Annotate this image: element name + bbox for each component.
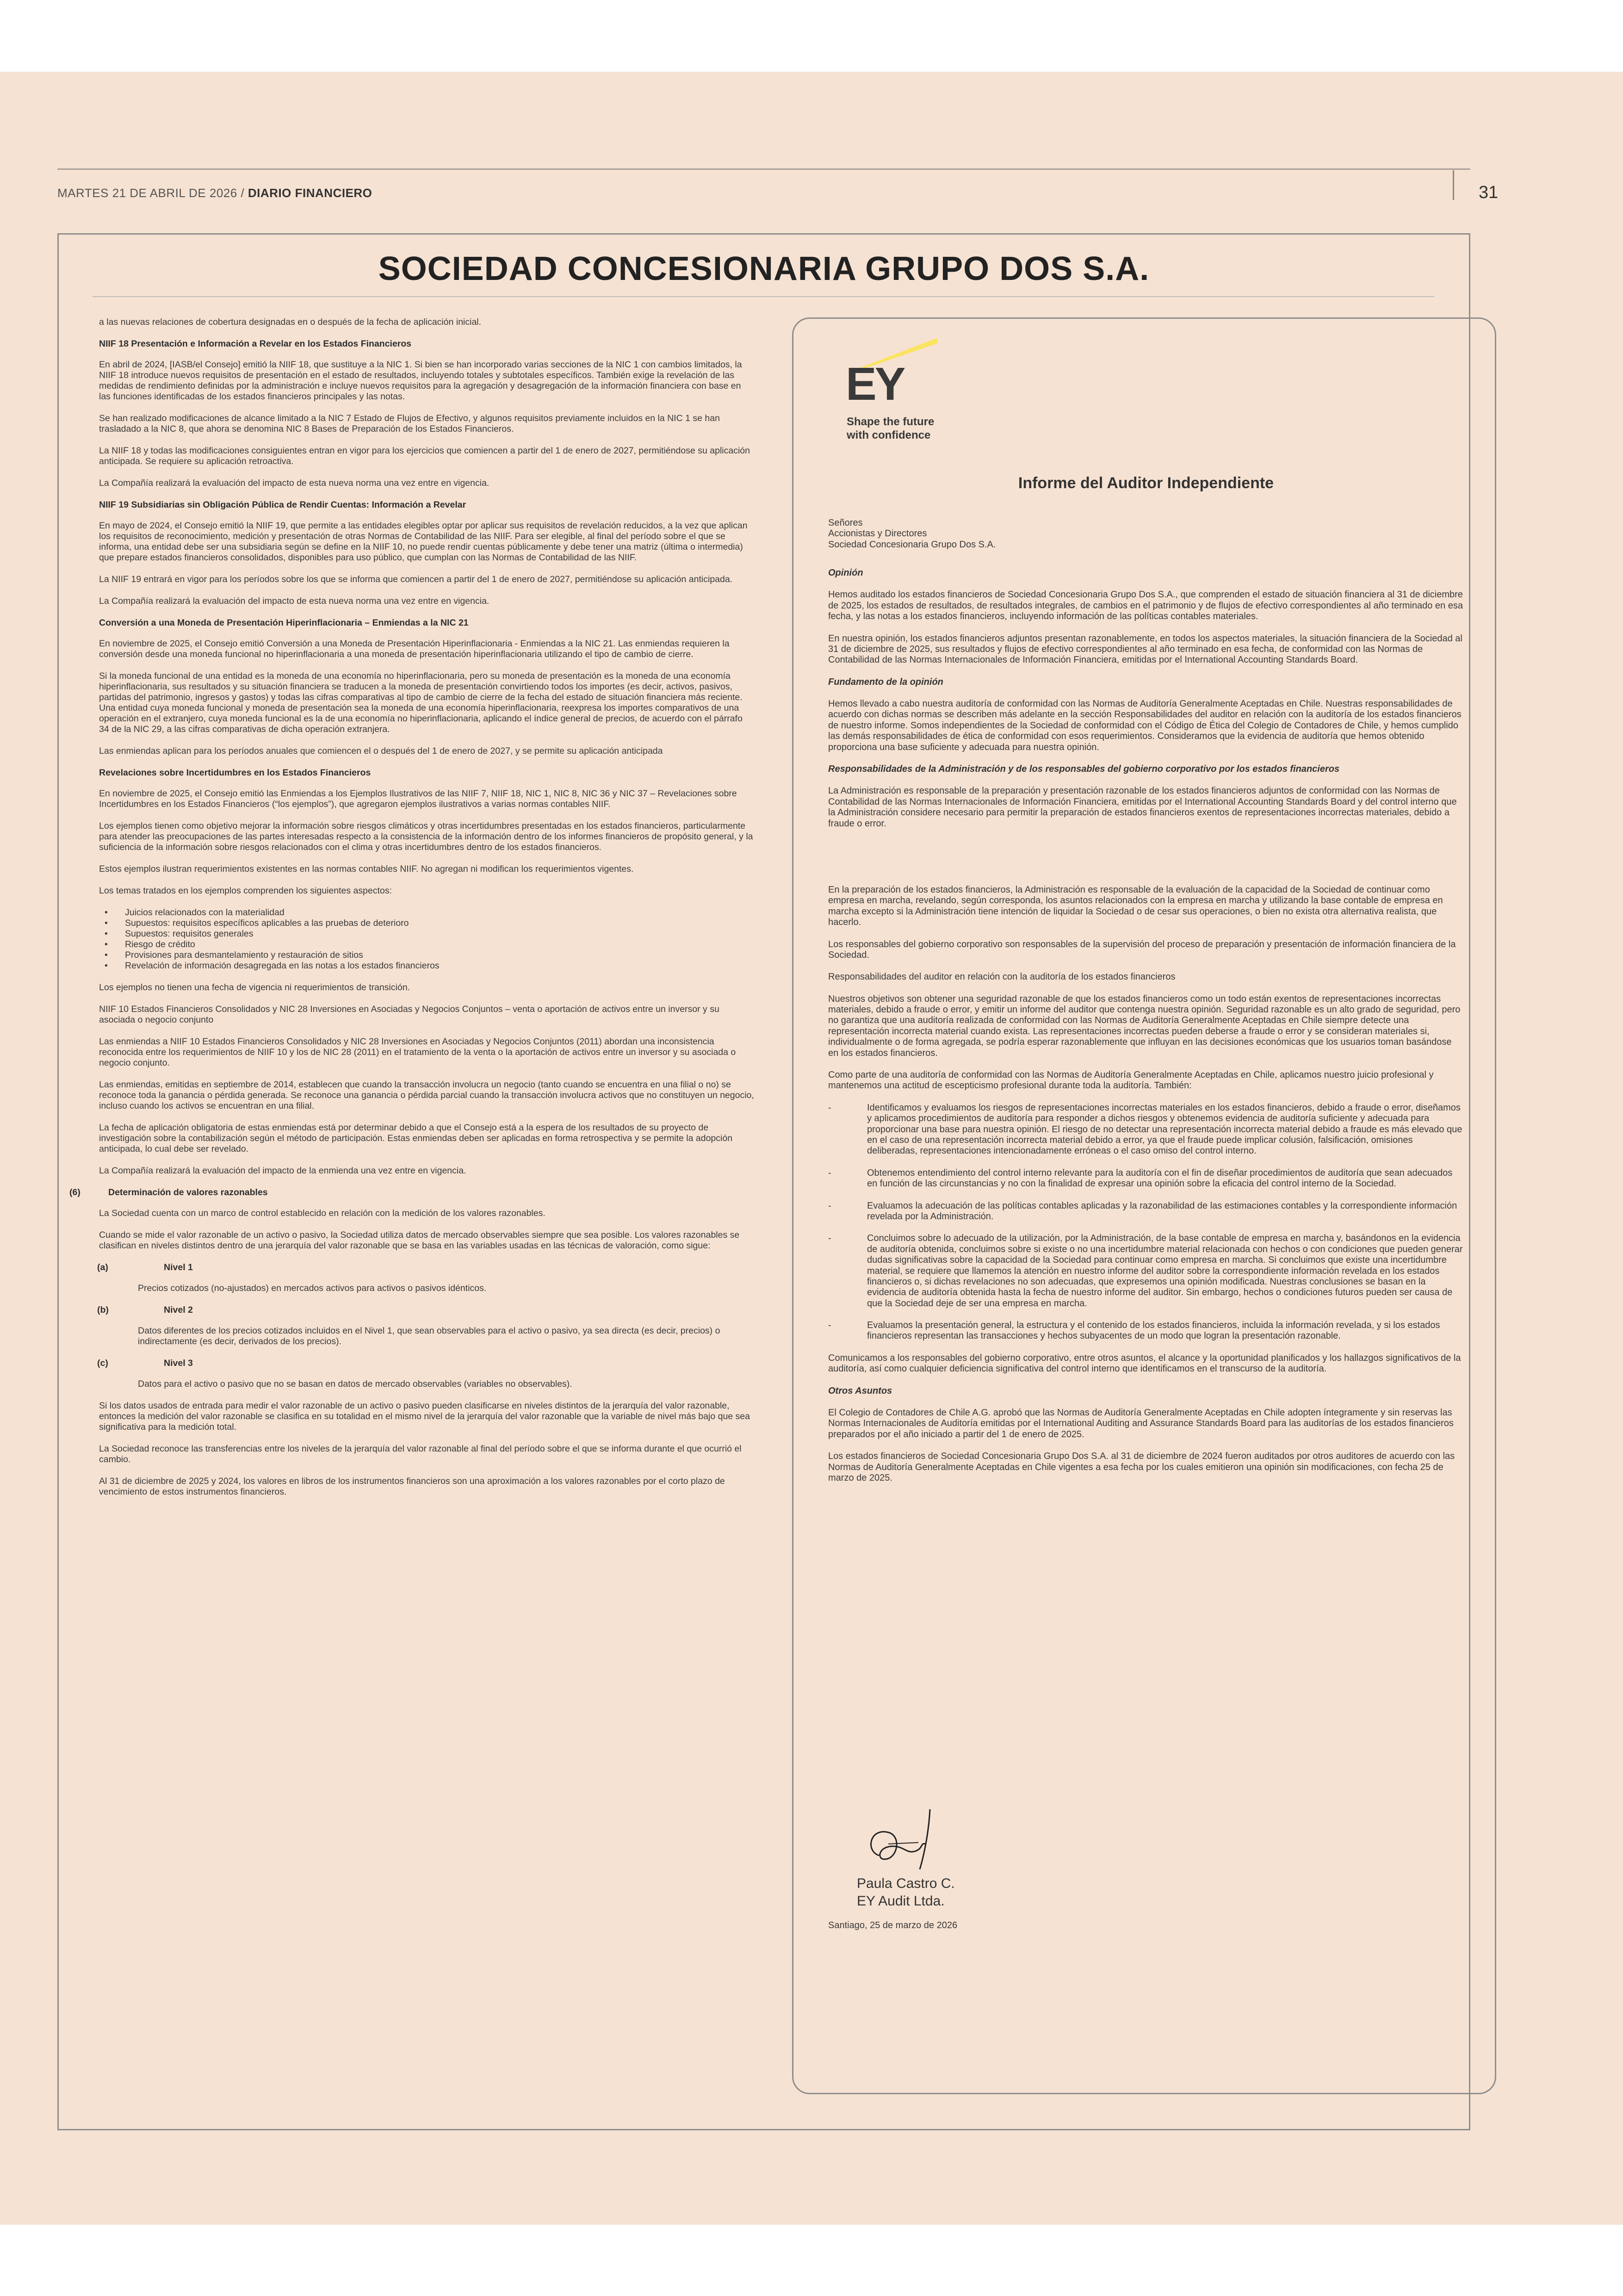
list-item [828, 1168, 1464, 1190]
list-dash: - [828, 1233, 831, 1244]
paragraph: Los estados financieros de Sociedad Concesionaria Grupo Dos S.A. al 31 de diciembre de 2024 fueron auditados por otros auditores de acuerdo con las Normas de Auditoría Generalmente Aceptadas en Chile vigentes a esa fecha por los cuales emitieron una opinión sin modificaciones, con fecha 25 de marzo de 2025. [828, 1451, 1455, 1483]
paragraph: Cuando se mide el valor razonable de un activo o pasivo, la Sociedad utiliza datos de mercado observables siempre que sea posible. Los valores razonables se clasifican en niveles distintos dentro de una jerarquía del valor razonable que se basa en las variables usadas en las técnicas de valoración, como sigue: [99, 1230, 740, 1251]
paragraph: La Compañía realizará la evaluación del impacto de la enmienda una vez entre en vigencia. [99, 1166, 466, 1176]
paragraph: En nuestra opinión, los estados financieros adjuntos presentan razonablemente, en todos los aspectos materiales, la situación financiera de la Sociedad al 31 de diciembre de 2025, sus resultados y flujos de efectivo correspondientes al año terminado en esa fecha, de conformidad con las Normas de Contabilidad de las Normas Internacionales de Información Financiera, emitidas por el International Accounting Standards Board. [828, 633, 1462, 665]
notes-column [69, 317, 754, 1802]
paragraph: Estos ejemplos ilustran requerimientos existentes en las normas contables NIIF. No agregan ni modifican los requerimientos vigentes. [99, 864, 634, 874]
addressee-line: Accionistas y Directores [828, 528, 927, 539]
list-item: • Supuestos: requisitos específicos aplicables a las pruebas de deterioro [125, 918, 754, 929]
paragraph: a las nuevas relaciones de cobertura designadas en o después de la fecha de aplicación inicial. [99, 317, 482, 327]
list-text: Evaluamos la adecuación de las políticas contables aplicadas y la razonabilidad de las estimaciones contables y la correspondiente información revelada por la Administración. [867, 1200, 1457, 1222]
list-item [828, 1320, 1464, 1342]
signer-name: Paula Castro C. [857, 1876, 955, 1891]
paragraph: La Administración es responsable de la preparación y presentación razonable de los estados financieros adjuntos de conformidad con las Normas de Contabilidad de las Normas Internacionales de Información Financiera, emitidas por el International Accounting Standards Board y del control interno que la Administración considere necesario para permitir la preparación de estados financieros exentos de representaciones incorrectas materiales, debido a fraude o error. [828, 786, 1457, 829]
list-text: Evaluamos la presentación general, la estructura y el contenido de los estados financieros, incluida la información revelada, y si los estados financieros representan las transacciones y hechos subyacentes de un modo que logran la presentación razonable. [867, 1320, 1440, 1341]
level-title: Nivel 1 [164, 1262, 193, 1272]
report-heading: Responsabilidades de la Administración y de los responsables del gobierno corporativo por los estados financieros [828, 764, 1340, 775]
paragraph: La fecha de aplicación obligatoria de estas enmiendas está por determinar debido a que el Consejo está a la espera de los resultados de su proyecto de investigación sobre la contabilización según el método de participación. Estas enmiendas deben ser aplicadas en forma retrospectiva y se permite la adopción anticipada, lo cual debe ser revelado. [99, 1123, 733, 1154]
list-item: • Riesgo de crédito [125, 939, 754, 950]
header-paper: DIARIO FINANCIERO [248, 186, 372, 200]
tagline-line: with confidence [847, 428, 931, 441]
report-heading: Otros Asuntos [828, 1385, 892, 1396]
paragraph: La Sociedad cuenta con un marco de control establecido en relación con la medición de los valores razonables. [99, 1208, 545, 1218]
list-dash: - [828, 1320, 831, 1331]
level-letter: (a) [97, 1262, 108, 1272]
addressee-line: Sociedad Concesionaria Grupo Dos S.A. [828, 539, 996, 550]
addressee [828, 518, 1464, 550]
paragraph: En abril de 2024, [IASB/el Consejo] emitió la NIIF 18, que sustituye a la NIC 1. Si bien se han incorporado varias secciones de la NIC 1 con cambios limitados, la NIIF 18 introduce nuevos requisitos de presentación en el estado de resultados, incluyendo totales y subtotales específicos. También exige la revelación de las medidas de rendimiento definidas por la administración e incluye nuevos requisitos para la agregación y desagregación de la información financiera con base en las funciones identificadas de los estados financieros principales y las notas. [99, 360, 742, 402]
page-number: 31 [1479, 183, 1499, 202]
paragraph: Los ejemplos no tienen una fecha de vigencia ni requerimientos de transición. [99, 982, 410, 993]
ey-logo-text: EY [846, 358, 904, 410]
list-item [828, 1233, 1464, 1309]
paragraph: Datos para el activo o pasivo que no se basan en datos de mercado observables (variables no observables). [138, 1379, 572, 1389]
level-letter: (c) [97, 1358, 108, 1368]
paragraph: La NIIF 19 entrará en vigor para los períodos sobre los que se informa que comiencen a partir del 1 de enero de 2027, permitiéndose su aplicación anticipada. [99, 574, 733, 584]
level-3-heading [69, 1358, 754, 1369]
paragraph: En la preparación de los estados financieros, la Administración es responsable de la evaluación de la capacidad de la Sociedad de continuar como empresa en marcha, revelando, según corresponda, los asuntos relacionados con la empresa en marcha y utilizando la base contable de empresa en marcha excepto si la Administración tiene intención de liquidar la Sociedad o de cesar sus operaciones, o bien no exista otra alternativa realista, que hacerlo. [828, 884, 1443, 928]
paragraph: En noviembre de 2025, el Consejo emitió Conversión a una Moneda de Presentación Hiperinflacionaria - Enmiendas a la NIC 21. Las enmiendas requieren la conversión desde una moneda funcional no hiperinflacionaria a una moneda de presentación hiperinflacionaria utilizando el tipo de cambio de cierre. [99, 639, 730, 659]
paragraph: Hemos llevado a cabo nuestra auditoría de conformidad con las Normas de Auditoría Generalmente Aceptadas en Chile. Nuestras responsabilidades de acuerdo con dichas normas se describen más adelante en la sección Responsabilidades del auditor en relación con la auditoría de los estados financieros de nuestro informe. Somos independientes de la Sociedad de conformidad con el Código de Ética del Colegio de Contadores de Chile, y hemos cumplido las demás responsabilidades de ética de conformidad con esos requerimientos. Consideramos que la evidencia de auditoría que hemos obtenido proporciona una base suficiente y adecuada para nuestra opinión. [828, 699, 1462, 752]
header-date: MARTES 21 DE ABRIL DE 2026 [57, 186, 237, 200]
paragraph: Las enmiendas, emitidas en septiembre de 2014, establecen que cuando la transacción involucra un negocio (tanto cuando se encuentra en una filial o no) se reconoce toda la ganancia o pérdida generada. Se reconoce una ganancia o pérdida parcial cuando la transacción involucra activos que no constituyen un negocio, incluso cuando los activos se encuentran en una filial. [99, 1080, 754, 1111]
list-item: • Supuestos: requisitos generales [125, 929, 754, 939]
paragraph: Si la moneda funcional de una entidad es la moneda de una economía no hiperinflacionaria, pero su moneda de presentación es la moneda de una economía hiperinflacionaria, sus resultados y su situación financiera se traducen a la moneda de presentación convirtiendo todos los importes (es decir, activos, pasivos, partidas del patrimonio, ingresos y gastos) y todas las cifras comparativas al tipo de cambio de cierre de la fecha del estado de situación financiera más reciente. Una entidad cuya moneda funcional y moneda de presentación sea la moneda de una economía hiperinflacionaria, reexpresa los importes comparativos de una operación en el extranjero, cuya moneda funcional es la de una economía no hiperinflacionaria, aplicando el índice general de precios, de acuerdo con el párrafo 34 de la NIC 29, a las cifras comparativas de dicha operación extranjera. [99, 671, 743, 734]
paragraph: Hemos auditado los estados financieros de Sociedad Concesionaria Grupo Dos S.A., que comprenden el estado de situación financiera al 31 de diciembre de 2025, los estados de resultados, de resultados integrales, de cambios en el patrimonio y de flujos de efectivo correspondientes al año terminado en esa fecha, y las notas a los estados financieros, incluyendo información de las políticas contables materiales. [828, 590, 1463, 622]
section-title: Determinación de valores razonables [108, 1187, 268, 1198]
signer-block [857, 1875, 955, 1910]
paragraph: Como parte de una auditoría de conformidad con las Normas de Auditoría Generalmente Aceptadas en Chile, aplicamos nuestro juicio profesional y mantenemos una actitud de escepticismo profesional durante toda la auditoría. También: [828, 1070, 1434, 1091]
list-item: • Revelación de información desagregada en las notas a los estados financieros [125, 961, 754, 971]
paragraph: La Compañía realizará la evaluación del impacto de esta nueva norma una vez entre en vigencia. [99, 596, 489, 606]
paragraph: La Sociedad reconoce las transferencias entre los niveles de la jerarquía del valor razonable al final del período sobre el que se informa durante el que ocurrió el cambio. [99, 1444, 742, 1464]
paragraph: Nuestros objetivos son obtener una seguridad razonable de que los estados financieros como un todo están exentos de representaciones incorrectas materiales, debido a fraude o error, y emitir un informe del auditor que contenga nuestra opinión. Seguridad razonable es un alto grado de seguridad, pero no garantiza que una auditoría realizada de conformidad con las Normas de Auditoría Generalmente Aceptadas en Chile siempre detecte una representación incorrecta material cuando exista. Las representaciones incorrectas pueden deberse a fraude o error y se consideran materiales si, individualmente o de forma agregada, se podría esperar razonablemente que influyan en las decisiones económicas que los usuarios toman basándose en los estados financieros. [828, 993, 1461, 1058]
list-dash: - [828, 1200, 831, 1211]
paragraph: Precios cotizados (no-ajustados) en mercados activos para activos o pasivos idénticos. [138, 1283, 487, 1293]
page-title: SOCIEDAD CONCESIONARIA GRUPO DOS S.A. [378, 250, 1150, 287]
list-text: Identificamos y evaluamos los riesgos de representaciones incorrectas materiales en los estados financieros, debido a fraude o error, diseñamos y aplicamos procedimientos de auditoría para responder a dichos riesgos y obtenemos evidencia de auditoría suficiente y adecuada para proporcionar una base para nuestra opinión. El riesgo de no detectar una representación incorrecta material debido a fraude es más elevado que en el caso de una representación incorrecta material debido a error, ya que el fraude puede implicar colusión, falsificación, omisiones deliberadas, representaciones intencionadamente erróneas o el caso omiso del control interno. [867, 1102, 1462, 1156]
section-6-heading [69, 1187, 754, 1198]
signer-firm: EY Audit Ltda. [857, 1893, 945, 1909]
addressee-line: Señores [828, 517, 863, 528]
bottom-margin [0, 2225, 1623, 2296]
paragraph: Si los datos usados de entrada para medir el valor razonable de un activo o pasivo pueden clasificarse en niveles distintos de la jerarquía del valor razonable, entonces la medición del valor razonable se clasifica en su totalidad en el mismo nivel de la jerarquía del valor razonable que la variable de nivel más bajo que sea significativa para la medición total. [99, 1401, 750, 1432]
list-text: Concluimos sobre lo adecuado de la utilización, por la Administración, de la base contable de empresa en marcha y, basándonos en la evidencia de auditoría obtenida, concluimos sobre si existe o no una incertidumbre material relacionada con hechos o con condiciones que pueden generar dudas significativas sobre la capacidad de la Sociedad para continuar como empresa en marcha. Si concluimos que existe una incertidumbre material, se requiere que llamemos la atención en nuestro informe del auditor sobre la correspondiente información revelada en los estados financieros o, si dichas revelaciones no son adecuadas, que expresemos una opinión modificada. Nuestras conclusiones se basan en la evidencia de auditoría obtenida hasta la fecha de nuestro informe del auditor. Sin embargo, hechos o condiciones futuros pueden ser causa de que la Sociedad deje de ser una empresa en marcha. [867, 1233, 1463, 1309]
topics-list [69, 907, 754, 971]
spacer [828, 840, 1464, 885]
section-heading: NIIF 19 Subsidiarias sin Obligación Pública de Rendir Cuentas: Información a Revelar [99, 500, 466, 510]
top-margin [0, 0, 1623, 72]
list-item [828, 1201, 1464, 1222]
level-1-heading [69, 1262, 754, 1273]
section-heading: NIIF 18 Presentación e Información a Revelar en los Estados Financieros [99, 339, 412, 349]
paragraph: Se han realizado modificaciones de alcance limitado a la NIC 7 Estado de Flujos de Efectivo, y algunos requisitos previamente incluidos en la NIC 1 se han trasladado a la NIC 8, que ahora se denomina NIC 8 Bases de Preparación de los Estados Financieros. [99, 413, 720, 434]
paragraph: La Compañía realizará la evaluación del impacto de esta nueva norma una vez entre en vigencia. [99, 478, 489, 488]
report-subheading: Responsabilidades del auditor en relación con la auditoría de los estados financieros [828, 972, 1176, 982]
header-divider [1453, 170, 1454, 200]
ey-tagline [847, 416, 934, 442]
section-heading: Revelaciones sobre Incertidumbres en los Estados Financieros [99, 768, 371, 778]
paragraph: NIIF 10 Estados Financieros Consolidados y NIC 28 Inversiones en Asociadas y Negocios Conjuntos – venta o aportación de activos entre un inversor y su asociada o negocio conjunto [99, 1004, 719, 1025]
report-title: Informe del Auditor Independiente [1018, 474, 1274, 492]
header-dateline [57, 186, 372, 200]
paragraph: En noviembre de 2025, el Consejo emitió las Enmiendas a los Ejemplos Ilustrativos de las NIIF 7, NIIF 18, NIC 1, NIC 8, NIC 36 y NIC 37 – Revelaciones sobre Incertidumbres en los Estados Financieros (“los ejemplos”), que agregaron ejemplos ilustrativos a varias normas contables NIIF. [99, 788, 737, 809]
header-rule [57, 168, 1470, 170]
list-item [828, 1103, 1464, 1157]
section-heading: Conversión a una Moneda de Presentación Hiperinflacionaria – Enmiendas a la NIC 21 [99, 618, 469, 628]
header-separator: / [237, 186, 248, 200]
paragraph: Al 31 de diciembre de 2025 y 2024, los valores en libros de los instrumentos financieros son una aproximación a los valores razonables por el corto plazo de vencimiento de estos instrumentos financieros. [99, 1476, 725, 1497]
level-letter: (b) [97, 1305, 109, 1315]
paragraph: Comunicamos a los responsables del gobierno corporativo, entre otros asuntos, el alcance y la oportunidad planificados y los hallazgos significativos de la auditoría, así como cualquier deficiencia significativa del control interno que identificamos en el transcurso de la auditoría. [828, 1353, 1461, 1374]
tagline-line: Shape the future [847, 416, 935, 428]
level-2-heading [69, 1305, 754, 1316]
list-dash: - [828, 1102, 831, 1113]
report-heading: Opinión [828, 567, 863, 578]
list-text: Obtenemos entendimiento del control interno relevante para la auditoría con el fin de diseñar procedimientos de auditoría que sean adecuados en función de las circunstancias y no con la finalidad de expresar una opinión sobre la eficacia del control interno de la Sociedad. [867, 1167, 1453, 1189]
paragraph: Los temas tratados en los ejemplos comprenden los siguientes aspectos: [99, 886, 392, 896]
paragraph: Los responsables del gobierno corporativo son responsables de la supervisión del proceso de preparación y presentación de información financiera de la Sociedad. [828, 939, 1456, 960]
report-heading: Fundamento de la opinión [828, 676, 943, 687]
paragraph: El Colegio de Contadores de Chile A.G. aprobó que las Normas de Auditoría Generalmente Aceptadas en Chile adopten íntegramente y sin reservas las Normas Internacionales de Auditoría emitidas por el International Auditing and Assurance Standards Board para las auditorías de los estados financieros preparados por el año iniciado a partir del 1 de enero de 2025. [828, 1408, 1454, 1440]
section-number: (6) [69, 1187, 81, 1198]
paragraph: Los ejemplos tienen como objetivo mejorar la información sobre riesgos climáticos y otras incertidumbres presentadas en los estados financieros, particularmente para atender las preocupaciones de las partes interesadas respecto a la consistencia de la información dentro de los informes financieros de propósito general, y la suficiencia de la información sobre riesgos relacionados con el clima y otras incertidumbres dentro de los estados financieros. [99, 821, 753, 852]
paragraph: Las enmiendas aplican para los períodos anuales que comiencen el o después del 1 de enero de 2027, y se permite su aplicación anticipada [99, 746, 663, 756]
auditor-procedures-list [828, 1103, 1464, 1342]
place-date: Santiago, 25 de marzo de 2026 [828, 1920, 958, 1930]
list-dash: - [828, 1167, 831, 1178]
paragraph: En mayo de 2024, el Consejo emitió la NIIF 19, que permite a las entidades elegibles optar por aplicar sus requisitos de revelación reducidos, a la vez que aplican los requisitos de reconocimiento, medición y presentación de otras Normas de Contabilidad de las NIIF. Para ser elegible, al final del período sobre el que se informa, una entidad debe ser una subsidiaria según se define en la NIIF 10, no puede rendir cuentas públicamente y debe tener una matriz (última o intermedia) que prepare estados financieros consolidados, disponibles para uso público, que cumplan con las Normas de Contabilidad de las NIIF. [99, 521, 748, 563]
list-item: • Juicios relacionados con la materialidad [125, 907, 754, 918]
paragraph: La NIIF 18 y todas las modificaciones consiguientes entran en vigor para los ejercicios que comiencen a partir del 1 de enero de 2027, permitiéndose su aplicación anticipada. Se requiere su aplicación retroactiva. [99, 446, 750, 466]
list-item: • Provisiones para desmantelamiento y restauración de sitios [125, 950, 754, 961]
paragraph: Las enmiendas a NIIF 10 Estados Financieros Consolidados y NIC 28 Inversiones en Asociadas y Negocios Conjuntos (2011) abordan una inconsistencia reconocida entre los requerimientos de NIIF 10 y los de NIC 28 (2011) en el tratamiento de la venta o la aportación de activos entre un inversor y su asociada o negocio conjunto. [99, 1036, 736, 1068]
level-title: Nivel 2 [164, 1305, 193, 1315]
paragraph: Datos diferentes de los precios cotizados incluidos en el Nivel 1, que sean observables para el activo o pasivo, ya sea directa (es decir, precios) o indirectamente (es decir, derivados de los precios). [138, 1326, 720, 1347]
title-rule [93, 296, 1434, 297]
level-title: Nivel 3 [164, 1358, 193, 1368]
